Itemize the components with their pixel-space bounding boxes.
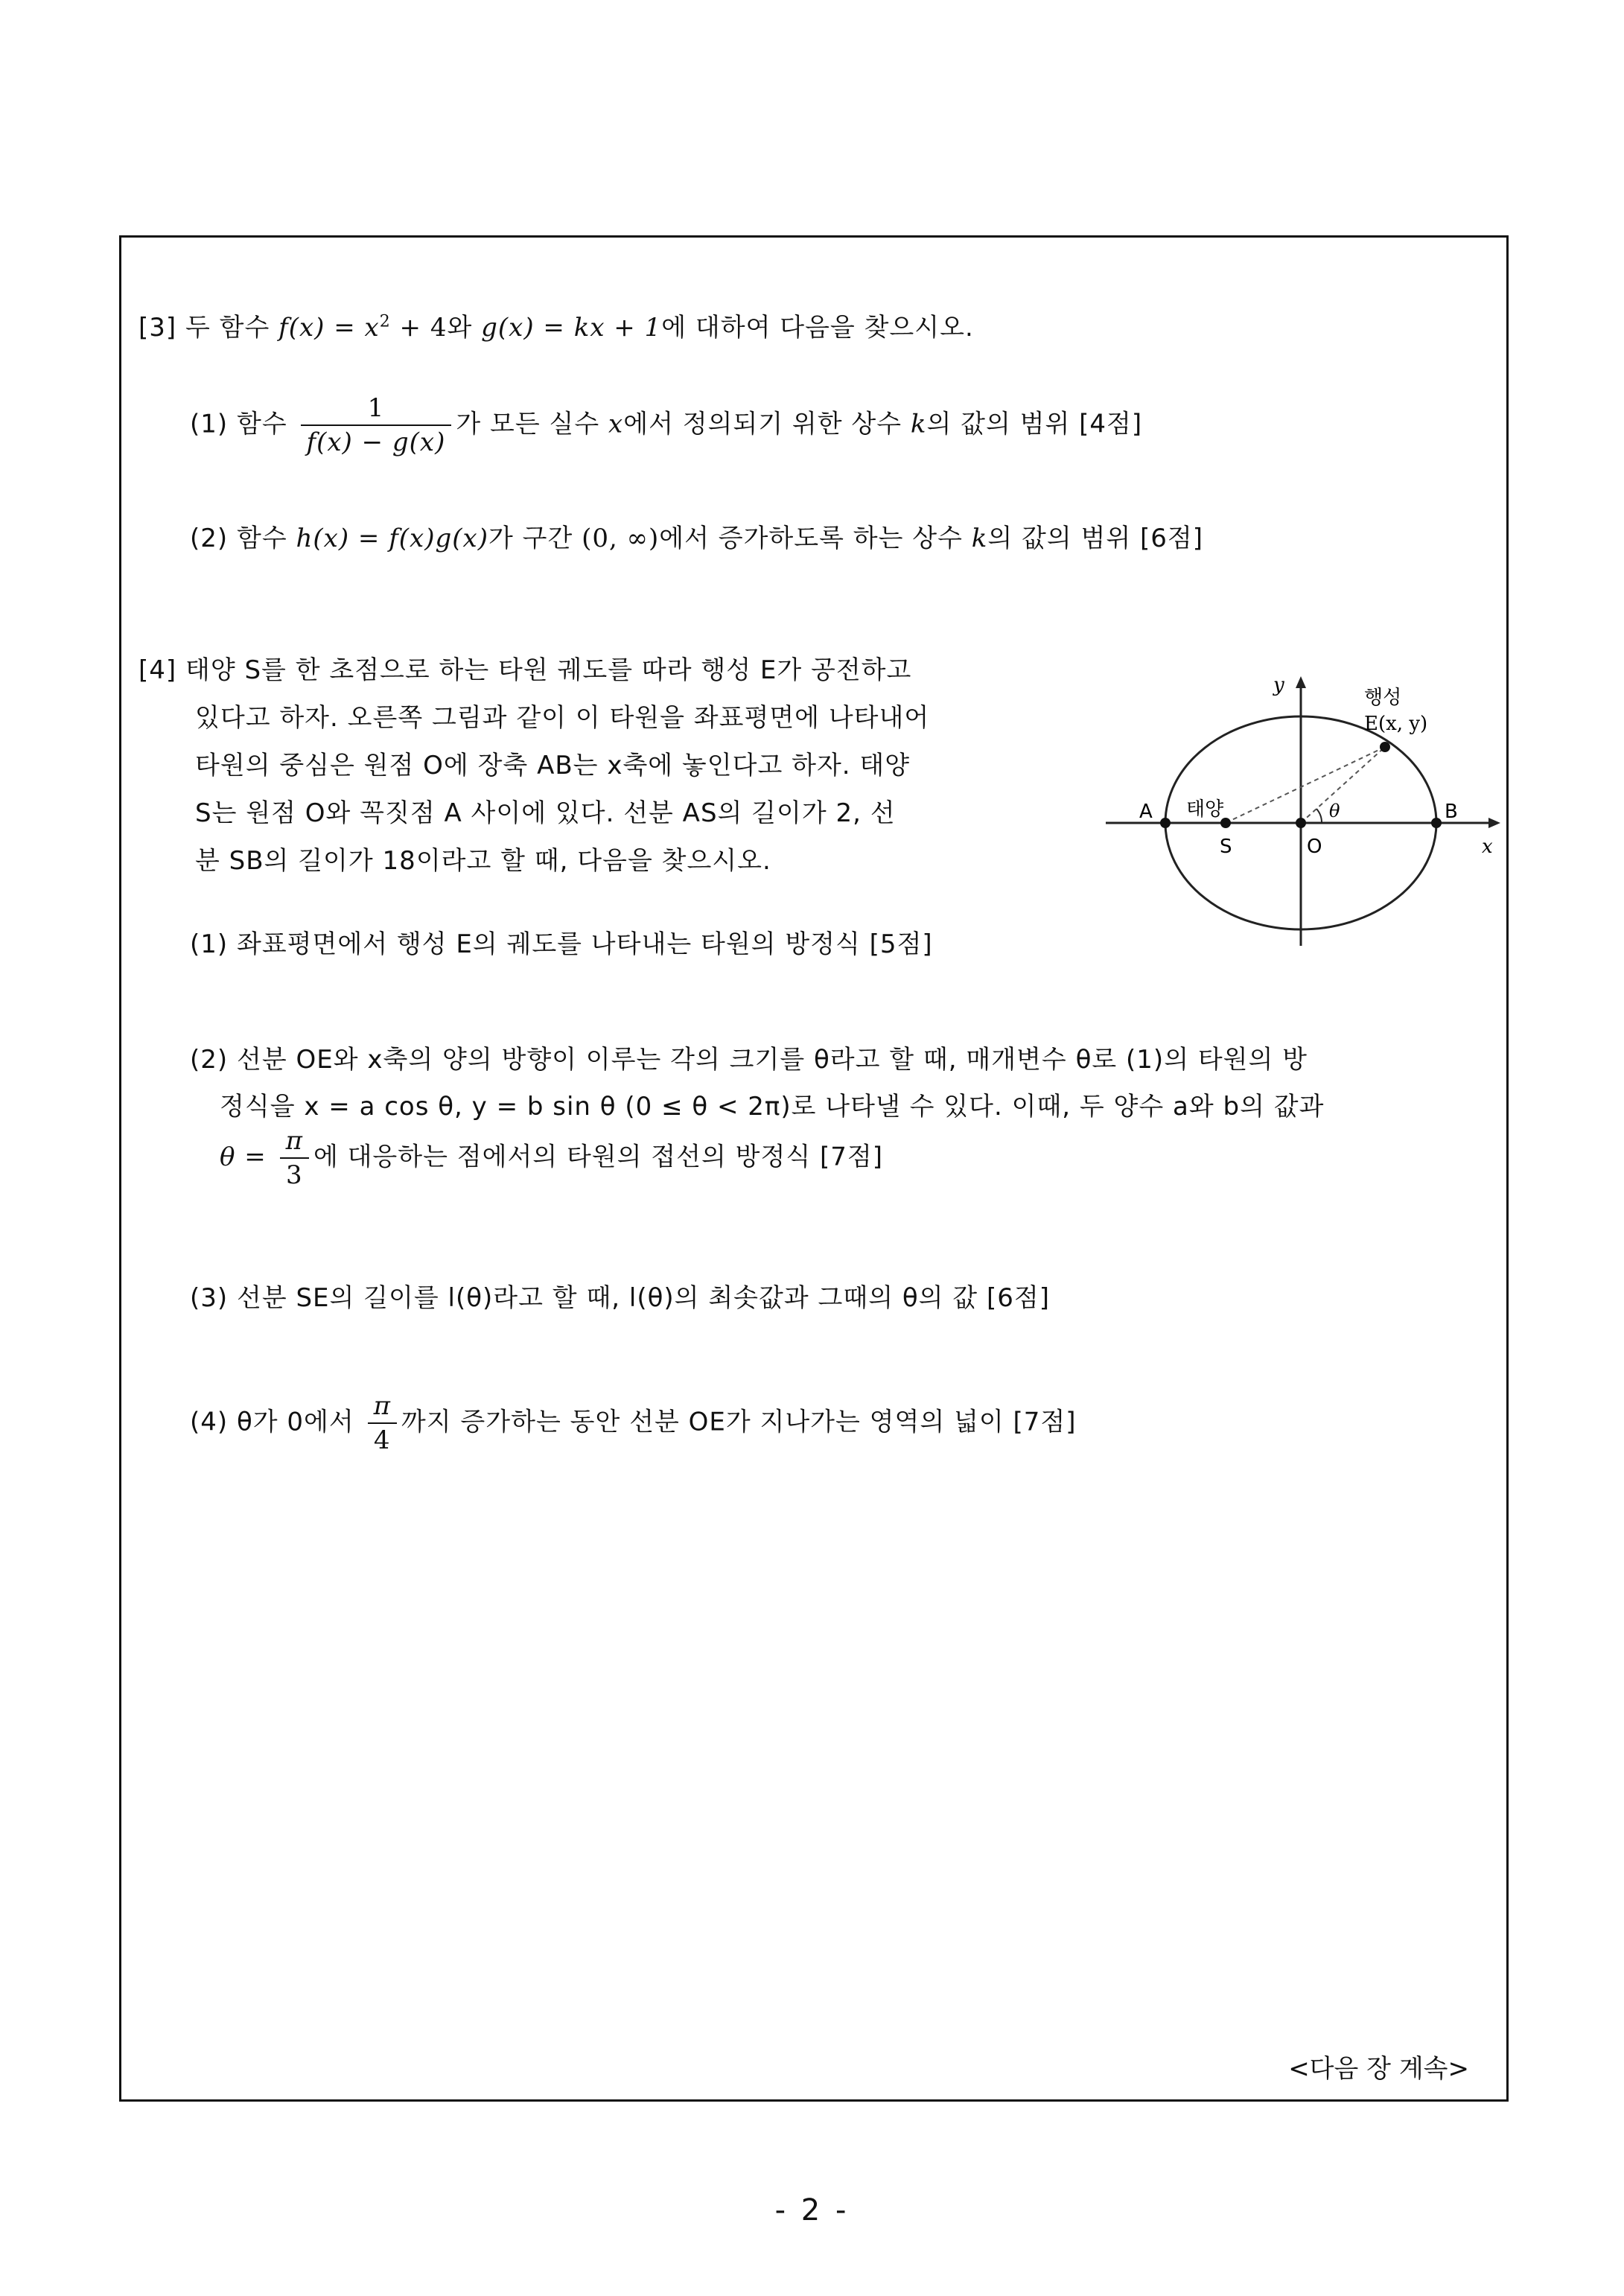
ellipse-orbit-figure (1106, 670, 1500, 953)
problem-4-intro-line-2: 있다고 하자. 오른쪽 그림과 같이 이 타원을 좌표평면에 나타내어 (195, 703, 930, 733)
problem-4-question-4: (4) θ가 0에서 $\frac{\pi}{4}$ 까지 증가하는 동안 선분 OE가 지나가는 영역의 넓이 [7점] (190, 1391, 1077, 1455)
e-label: E(x, y) (1364, 713, 1428, 735)
problem-3-intro: [3] 두 함수 $f(x) = x^2 + 4$와 g(x) = kx + 1에 대하여 다음을 찾으시오. (138, 312, 974, 343)
problem-4-intro-line-3: 타원의 중심은 원점 O에 장축 AB는 x축에 놓인다고 하자. 태양 (195, 751, 911, 780)
problem-3-question-2: (2) 함수 h(x) = f(x)g(x)가 구간 (0, ∞)에서 증가하도록 하는 상수 k의 값의 범위 [6점] (190, 524, 1204, 553)
s-label: S (1220, 836, 1232, 858)
point-o (1296, 818, 1306, 828)
segment-oe (1301, 747, 1385, 823)
b-label: B (1445, 801, 1458, 823)
problem-4-intro-line-4: S는 원점 O와 꼭짓점 A 사이에 있다. 선분 AS의 길이가 2, 선 (195, 798, 896, 828)
planet-label: 행성 (1364, 687, 1402, 709)
problem-4-question-2-line-2: 정식을 x = a cos θ, y = b sin θ (0 ≤ θ < 2π)로 나타낼 수 있다. 이때, 두 양수 a와 b의 값과 (220, 1092, 1325, 1122)
fraction: $\frac{1}{f(x) - g(x)}$ (301, 393, 452, 457)
continue-note: <다음 장 계속> (1288, 2054, 1469, 2084)
y-axis-label: y (1273, 674, 1284, 696)
point-b (1431, 818, 1442, 828)
x-axis-label: x (1482, 836, 1493, 858)
angle-arc (1316, 809, 1322, 823)
problem-4-question-1: (1) 좌표평면에서 행성 E의 궤도를 나타내는 타원의 방정식 [5점] (190, 929, 933, 959)
y-axis-arrow (1296, 676, 1306, 688)
problem-4-question-2-line-1: (2) 선분 OE와 x축의 양의 방향이 이루는 각의 크기를 θ라고 할 때, 매개변수 θ로 (1)의 타원의 방 (190, 1045, 1308, 1075)
sun-label: 태양 (1186, 798, 1224, 821)
problem-4-question-3: (3) 선분 SE의 길이를 l(θ)라고 할 때, l(θ)의 최솟값과 그때의 θ의 값 [6점] (190, 1283, 1050, 1313)
problem-4-intro-line-5: 분 SB의 길이가 18이라고 할 때, 다음을 찾으시오. (195, 846, 771, 876)
theta-label: θ (1329, 801, 1340, 821)
o-label: O (1307, 836, 1322, 858)
problem-4-intro-line-1: [4] 태양 S를 한 초점으로 하는 타원 궤도를 따라 행성 E가 공전하고 (138, 655, 912, 685)
point-a (1160, 818, 1171, 828)
x-axis-arrow (1488, 818, 1500, 828)
a-label: A (1139, 801, 1153, 823)
fraction: $\frac{\pi}{4}$ (368, 1391, 397, 1455)
problem-4-question-2-line-3: θ = $\frac{\pi}{3}$ 에 대응하는 점에서의 타원의 접선의 방정식 [7점] (220, 1126, 883, 1190)
segment-se (1226, 747, 1385, 823)
problem-3-question-1: (1) 함수 $\frac{1}{f(x) - g(x)}$ 가 모든 실수 x에서 정의되기 위한 상수 k의 값의 범위 [4점] (190, 393, 1143, 457)
page-number: - 2 - (774, 2193, 850, 2227)
fraction: $\frac{\pi}{3}$ (280, 1126, 309, 1190)
point-e (1380, 742, 1390, 752)
